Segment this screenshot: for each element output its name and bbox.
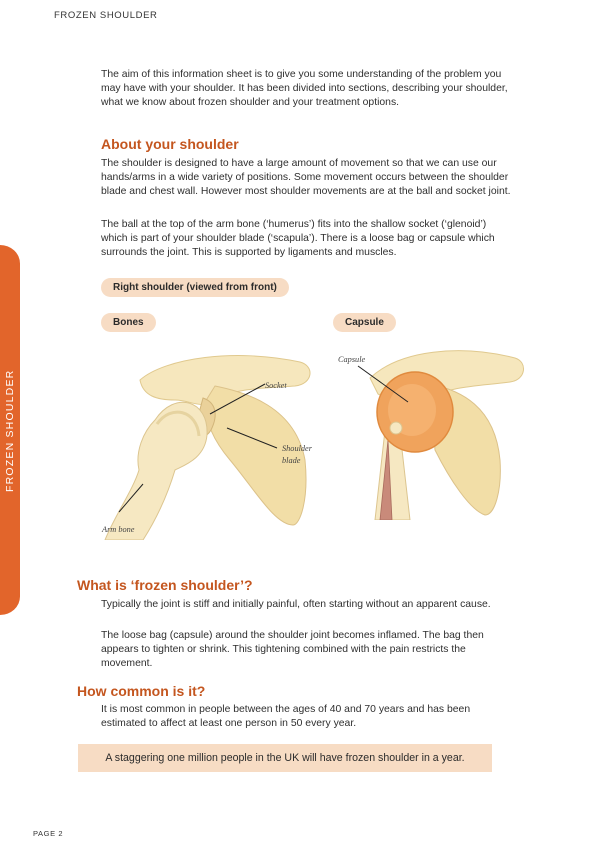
arm-bone-label: Arm bone [102,525,135,534]
frozen-heading: What is ‘frozen shoulder’? [77,577,253,593]
intro-paragraph: The aim of this information sheet is to give you some understanding of the problem you may have with your shoulder. It has been divided into sections, describing your shoulder, what we know about frozen shoulder and your treatment options. [101,69,508,108]
common-heading: How common is it? [77,683,206,699]
callout-box [78,744,492,772]
about-paragraph-1: The shoulder is designed to have a large amount of movement so that we can use our hands/arms in a wide variety of positions. Some movement occurs between the shoulder blade and chest wall. However most shoulder movements are at the ball and socket joint. [101,158,511,197]
page-number: PAGE 2 [33,829,64,838]
bones-tab: Bones [101,313,156,332]
about-heading: About your shoulder [101,136,239,152]
figure-title: Right shoulder (viewed from front) [101,278,289,297]
frozen-paragraph-2: The loose bag (capsule) around the shoulder joint becomes inflamed. The bag then appears to tighten or shrink. This tightening combined with the pain restricts the movement. [101,630,484,669]
common-paragraph: It is most common in people between the ages of 40 and 70 years and has been estimated to affect at least one person in 50 every year. [101,704,471,729]
shoulder-bones-illustration [95,340,335,540]
callout-text: A staggering one million people in the UK will have frozen shoulder in a year. [105,752,465,764]
shoulder-capsule-illustration [330,340,530,520]
shoulder-blade-label-line1: Shoulder [282,444,312,453]
header-title: FROZEN SHOULDER [54,10,158,21]
shoulder-blade-label-line2: blade [282,456,301,465]
frozen-paragraph-1: Typically the joint is stiff and initially painful, often starting without an apparent cause. [101,599,491,610]
capsule-label: Capsule [338,355,366,364]
socket-label: Socket [265,381,287,390]
capsule-tab: Capsule [333,313,396,332]
about-paragraph-2: The ball at the top of the arm bone (‘humerus’) fits into the shallow socket (‘glenoid’) which is part of your shoulder blade (‘scapula’). There is a loose bag or capsule which surrounds the joint. This is supported by ligaments and muscles. [101,219,495,258]
